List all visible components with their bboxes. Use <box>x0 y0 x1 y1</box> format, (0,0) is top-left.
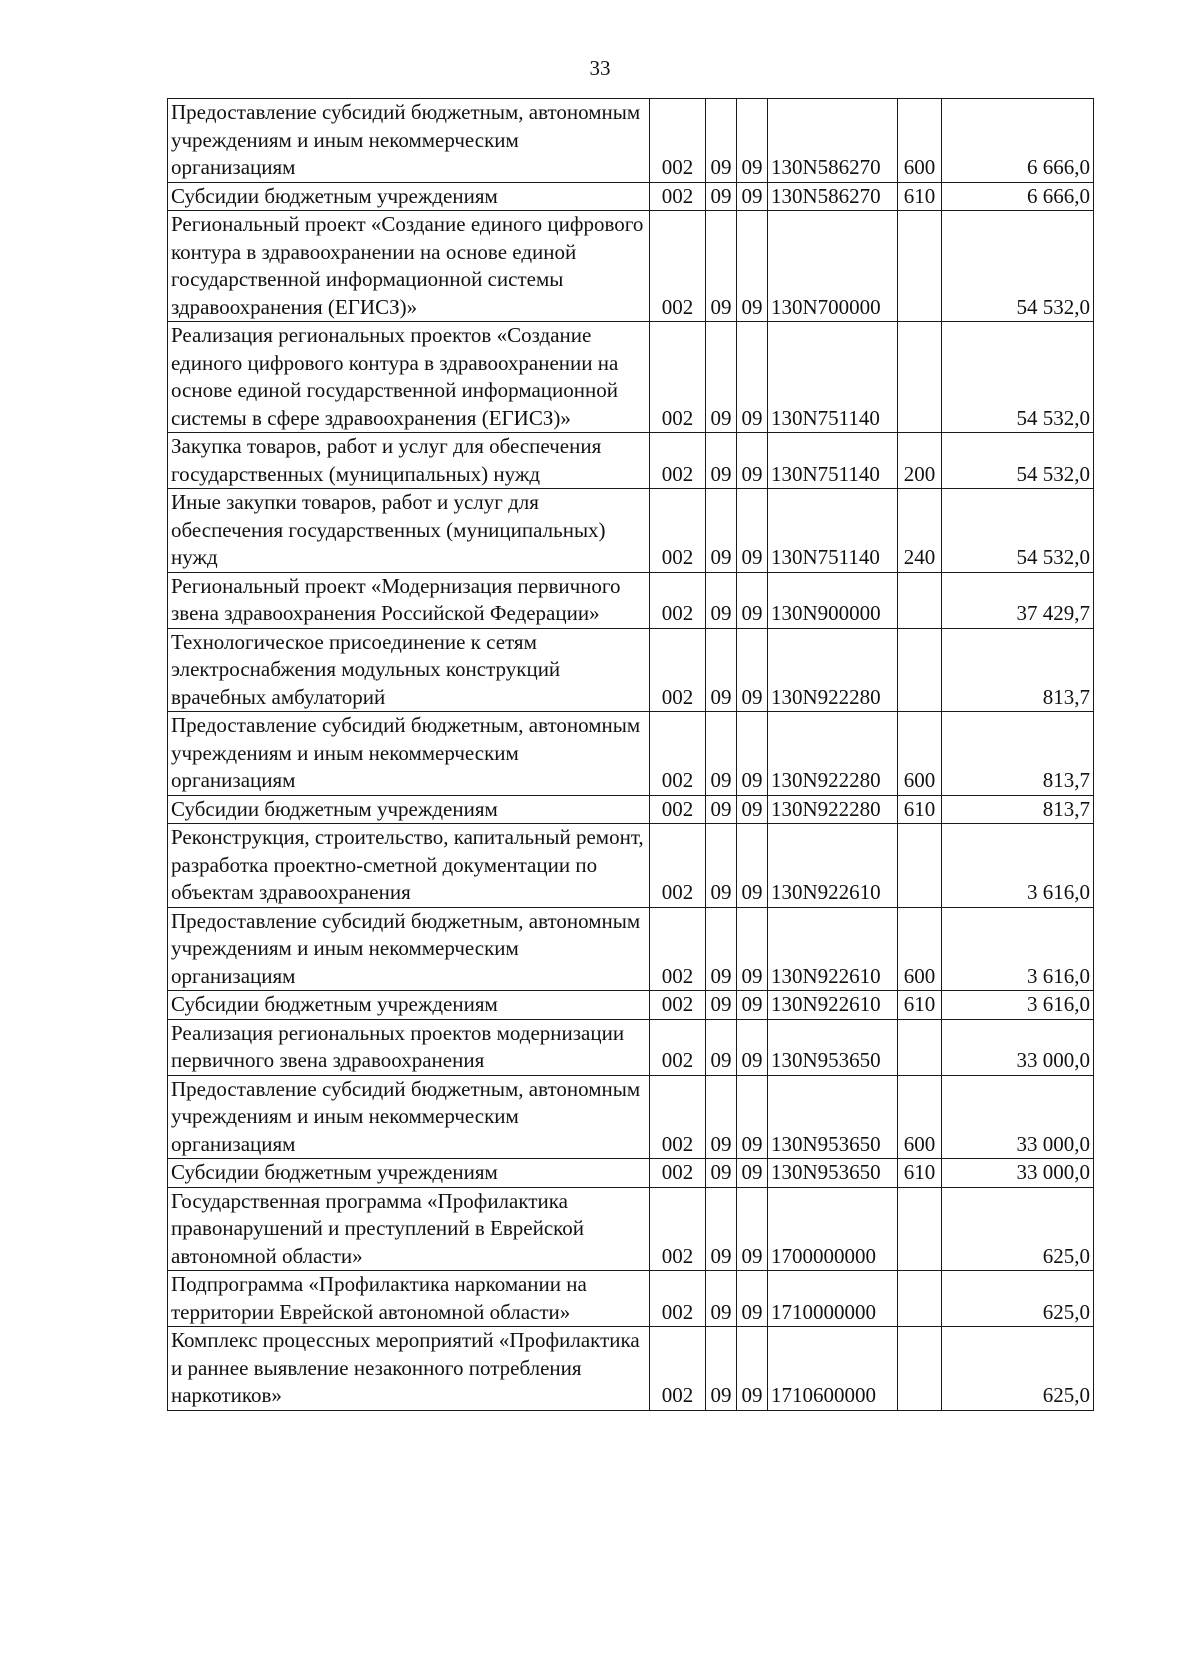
row-code-cell: 002 <box>650 489 706 573</box>
budget-table <box>167 98 1094 1411</box>
table-row <box>168 824 1094 908</box>
row-expense-type-cell: 610 <box>898 182 942 211</box>
row-section-cell: 09 <box>706 1075 737 1159</box>
row-article-cell: 130N751140 <box>768 489 898 573</box>
row-code-cell: 002 <box>650 991 706 1020</box>
row-sum-cell: 625,0 <box>942 1327 1094 1411</box>
table-row <box>168 182 1094 211</box>
row-subsection-cell: 09 <box>737 1075 768 1159</box>
row-article-cell: 130N953650 <box>768 1159 898 1188</box>
row-article-cell: 130N953650 <box>768 1075 898 1159</box>
row-sum-cell: 33 000,0 <box>942 1019 1094 1075</box>
row-subsection-cell: 09 <box>737 712 768 796</box>
table-row <box>168 712 1094 796</box>
row-article-cell: 130N922610 <box>768 907 898 991</box>
table-row <box>168 795 1094 824</box>
table-row <box>168 991 1094 1020</box>
row-name-cell: Иные закупки товаров, работ и услуг для обеспечения государственных (муниципальных) нужд <box>168 489 650 573</box>
row-name-cell: Субсидии бюджетным учреждениям <box>168 182 650 211</box>
row-name-cell: Региональный проект «Модернизация первичного звена здравоохранения Российской Федерации» <box>168 572 650 628</box>
row-expense-type-cell <box>898 1327 942 1411</box>
row-section-cell: 09 <box>706 991 737 1020</box>
row-code-cell: 002 <box>650 712 706 796</box>
row-section-cell: 09 <box>706 433 737 489</box>
row-section-cell: 09 <box>706 572 737 628</box>
row-article-cell: 130N922610 <box>768 824 898 908</box>
row-name-cell: Подпрограмма «Профилактика наркомании на территории Еврейской автономной области» <box>168 1271 650 1327</box>
page-number: 33 <box>589 56 611 80</box>
row-article-cell: 130N700000 <box>768 211 898 322</box>
row-name-cell: Региональный проект «Создание единого цифрового контура в здравоохранении на основе единой государственной информационной системы здравоохранения (ЕГИСЗ)» <box>168 211 650 322</box>
row-sum-cell: 813,7 <box>942 712 1094 796</box>
row-code-cell: 002 <box>650 907 706 991</box>
row-section-cell: 09 <box>706 712 737 796</box>
row-expense-type-cell <box>898 211 942 322</box>
row-sum-cell: 3 616,0 <box>942 907 1094 991</box>
row-sum-cell: 813,7 <box>942 628 1094 712</box>
row-code-cell: 002 <box>650 1327 706 1411</box>
row-subsection-cell: 09 <box>737 1327 768 1411</box>
row-sum-cell: 54 532,0 <box>942 322 1094 433</box>
table-row <box>168 99 1094 183</box>
row-code-cell: 002 <box>650 99 706 183</box>
row-subsection-cell: 09 <box>737 1187 768 1271</box>
row-expense-type-cell <box>898 572 942 628</box>
row-section-cell: 09 <box>706 1019 737 1075</box>
row-expense-type-cell: 610 <box>898 1159 942 1188</box>
row-section-cell: 09 <box>706 1327 737 1411</box>
row-subsection-cell: 09 <box>737 433 768 489</box>
row-section-cell: 09 <box>706 182 737 211</box>
row-article-cell: 130N953650 <box>768 1019 898 1075</box>
row-code-cell: 002 <box>650 1159 706 1188</box>
table-body <box>168 99 1094 1411</box>
row-section-cell: 09 <box>706 628 737 712</box>
row-name-cell: Реализация региональных проектов «Создание единого цифрового контура в здравоохранении на основе единой государственной информационной системы в сфере здравоохранения (ЕГИСЗ)» <box>168 322 650 433</box>
table-row <box>168 489 1094 573</box>
row-sum-cell: 3 616,0 <box>942 991 1094 1020</box>
row-expense-type-cell <box>898 1019 942 1075</box>
row-sum-cell: 54 532,0 <box>942 433 1094 489</box>
table-row <box>168 1019 1094 1075</box>
row-code-cell: 002 <box>650 795 706 824</box>
row-section-cell: 09 <box>706 1159 737 1188</box>
row-name-cell: Закупка товаров, работ и услуг для обеспечения государственных (муниципальных) нужд <box>168 433 650 489</box>
row-name-cell: Предоставление субсидий бюджетным, автономным учреждениям и иным некоммерческим организациям <box>168 712 650 796</box>
row-article-cell: 130N922280 <box>768 628 898 712</box>
row-code-cell: 002 <box>650 433 706 489</box>
row-name-cell: Комплекс процессных мероприятий «Профилактика и раннее выявление незаконного потребления наркотиков» <box>168 1327 650 1411</box>
row-code-cell: 002 <box>650 1075 706 1159</box>
row-code-cell: 002 <box>650 572 706 628</box>
row-sum-cell: 6 666,0 <box>942 99 1094 183</box>
row-expense-type-cell: 610 <box>898 795 942 824</box>
row-expense-type-cell <box>898 1187 942 1271</box>
row-section-cell: 09 <box>706 489 737 573</box>
row-subsection-cell: 09 <box>737 1019 768 1075</box>
row-sum-cell: 625,0 <box>942 1187 1094 1271</box>
row-sum-cell: 813,7 <box>942 795 1094 824</box>
row-section-cell: 09 <box>706 1271 737 1327</box>
row-section-cell: 09 <box>706 1187 737 1271</box>
row-article-cell: 130N922280 <box>768 712 898 796</box>
table-row <box>168 1075 1094 1159</box>
row-article-cell: 130N922610 <box>768 991 898 1020</box>
table-row <box>168 628 1094 712</box>
row-expense-type-cell: 610 <box>898 991 942 1020</box>
row-sum-cell: 54 532,0 <box>942 489 1094 573</box>
row-article-cell: 130N586270 <box>768 99 898 183</box>
row-subsection-cell: 09 <box>737 907 768 991</box>
row-subsection-cell: 09 <box>737 211 768 322</box>
row-section-cell: 09 <box>706 824 737 908</box>
table-row <box>168 1159 1094 1188</box>
row-subsection-cell: 09 <box>737 572 768 628</box>
row-article-cell: 1710600000 <box>768 1327 898 1411</box>
row-expense-type-cell: 240 <box>898 489 942 573</box>
row-code-cell: 002 <box>650 182 706 211</box>
row-sum-cell: 3 616,0 <box>942 824 1094 908</box>
row-subsection-cell: 09 <box>737 1271 768 1327</box>
row-sum-cell: 33 000,0 <box>942 1159 1094 1188</box>
row-article-cell: 130N922280 <box>768 795 898 824</box>
row-expense-type-cell <box>898 628 942 712</box>
row-sum-cell: 54 532,0 <box>942 211 1094 322</box>
row-expense-type-cell: 600 <box>898 1075 942 1159</box>
row-article-cell: 130N900000 <box>768 572 898 628</box>
row-article-cell: 130N751140 <box>768 322 898 433</box>
row-name-cell: Государственная программа «Профилактика правонарушений и преступлений в Еврейской автономной области» <box>168 1187 650 1271</box>
table-row <box>168 1271 1094 1327</box>
row-name-cell: Предоставление субсидий бюджетным, автономным учреждениям и иным некоммерческим организациям <box>168 99 650 183</box>
row-article-cell: 1710000000 <box>768 1271 898 1327</box>
row-expense-type-cell <box>898 1271 942 1327</box>
row-subsection-cell: 09 <box>737 991 768 1020</box>
row-name-cell: Предоставление субсидий бюджетным, автономным учреждениям и иным некоммерческим организациям <box>168 1075 650 1159</box>
row-sum-cell: 37 429,7 <box>942 572 1094 628</box>
table-row <box>168 322 1094 433</box>
row-code-cell: 002 <box>650 628 706 712</box>
row-subsection-cell: 09 <box>737 628 768 712</box>
row-name-cell: Реконструкция, строительство, капитальный ремонт, разработка проектно-сметной документации по объектам здравоохранения <box>168 824 650 908</box>
row-expense-type-cell: 200 <box>898 433 942 489</box>
row-sum-cell: 33 000,0 <box>942 1075 1094 1159</box>
table-row <box>168 1327 1094 1411</box>
row-sum-cell: 6 666,0 <box>942 182 1094 211</box>
row-subsection-cell: 09 <box>737 99 768 183</box>
row-name-cell: Реализация региональных проектов модернизации первичного звена здравоохранения <box>168 1019 650 1075</box>
row-code-cell: 002 <box>650 1019 706 1075</box>
table-row <box>168 572 1094 628</box>
row-article-cell: 130N751140 <box>768 433 898 489</box>
row-code-cell: 002 <box>650 322 706 433</box>
table-row <box>168 433 1094 489</box>
row-subsection-cell: 09 <box>737 322 768 433</box>
row-subsection-cell: 09 <box>737 795 768 824</box>
row-section-cell: 09 <box>706 795 737 824</box>
row-expense-type-cell: 600 <box>898 712 942 796</box>
row-section-cell: 09 <box>706 907 737 991</box>
row-name-cell: Предоставление субсидий бюджетным, автономным учреждениям и иным некоммерческим организациям <box>168 907 650 991</box>
row-name-cell: Технологическое присоединение к сетям электроснабжения модульных конструкций врачебных амбулаторий <box>168 628 650 712</box>
row-section-cell: 09 <box>706 211 737 322</box>
row-section-cell: 09 <box>706 322 737 433</box>
row-expense-type-cell: 600 <box>898 907 942 991</box>
row-expense-type-cell <box>898 322 942 433</box>
row-code-cell: 002 <box>650 824 706 908</box>
row-article-cell: 1700000000 <box>768 1187 898 1271</box>
row-subsection-cell: 09 <box>737 824 768 908</box>
row-code-cell: 002 <box>650 1187 706 1271</box>
table-row <box>168 907 1094 991</box>
row-subsection-cell: 09 <box>737 489 768 573</box>
row-subsection-cell: 09 <box>737 1159 768 1188</box>
row-subsection-cell: 09 <box>737 182 768 211</box>
table-row <box>168 211 1094 322</box>
row-name-cell: Субсидии бюджетным учреждениям <box>168 795 650 824</box>
row-name-cell: Субсидии бюджетным учреждениям <box>168 991 650 1020</box>
row-name-cell: Субсидии бюджетным учреждениям <box>168 1159 650 1188</box>
row-code-cell: 002 <box>650 211 706 322</box>
row-article-cell: 130N586270 <box>768 182 898 211</box>
row-expense-type-cell: 600 <box>898 99 942 183</box>
row-code-cell: 002 <box>650 1271 706 1327</box>
row-section-cell: 09 <box>706 99 737 183</box>
row-sum-cell: 625,0 <box>942 1271 1094 1327</box>
row-expense-type-cell <box>898 824 942 908</box>
table-row <box>168 1187 1094 1271</box>
